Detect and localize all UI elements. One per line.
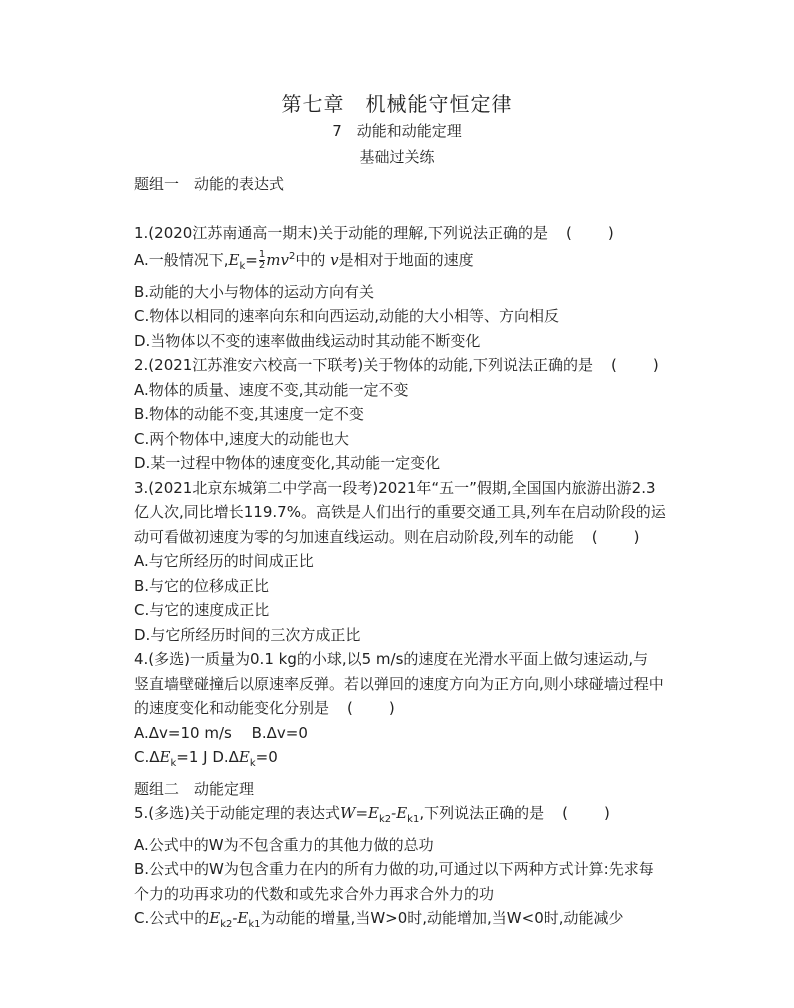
question-3-option-d: D.与它所经历时间的三次方成正比 — [134, 625, 361, 644]
subsection-title: 基础过关练 — [359, 148, 435, 166]
question-1-option-c: C.物体以相同的速率向东和向西运动,动能的大小相等、方向相反 — [134, 307, 560, 325]
question-1-option-a — [134, 245, 694, 280]
formula-w: W=E — [340, 804, 379, 822]
formula-e: E — [159, 748, 171, 766]
question-3-option-a: A.与它所经历的时间成正比 — [134, 552, 314, 570]
question-5-option-b-2: 个力的功再求功的代数和或先求合外力再求合外力的功 — [134, 884, 495, 903]
answer-paren: ( ) — [562, 804, 612, 822]
formula-sub: k1 — [248, 919, 261, 930]
formula-sup: 2 — [288, 251, 296, 262]
question-3-line-1: 3.(2021北京东城第二中学高一段考)2021年“五一”假期,全国国内旅游出游2.3 — [134, 478, 656, 497]
question-5-text: 5.(多选)关于动能定理的表达式 — [134, 804, 341, 822]
question-4-options-cd — [134, 745, 694, 777]
answer-paren: ( ) — [565, 223, 616, 242]
formula-v: v — [330, 251, 339, 269]
question-1-text: 1.(2020江苏南通高一期末)关于动能的理解,下列说法正确的是 — [134, 223, 548, 242]
question-2-option-c: C.两个物体中,速度大的动能也大 — [134, 429, 350, 448]
question-1-stem — [134, 221, 694, 246]
formula-sub: k — [239, 261, 246, 272]
option-text: 是相对于地面的速度 — [338, 251, 474, 269]
answer-paren: ( ) — [591, 527, 642, 546]
question-5-text: ,下列说法正确的是 — [419, 804, 545, 822]
question-3-option-c: C.与它的速度成正比 — [134, 601, 270, 619]
formula-sub: k2 — [220, 919, 233, 930]
question-1-option-d: D.当物体以不变的速率做曲线运动时其动能不断变化 — [134, 331, 481, 350]
question-5-option-c — [134, 906, 694, 938]
question-1-option-b: B.动能的大小与物体的运动方向有关 — [134, 282, 375, 301]
question-3-line-2: 亿人次,同比增长119.7%。高铁是人们出行的重要交通工具,列车在启动阶段的运 — [134, 503, 666, 521]
question-2-option-d: D.某一过程中物体的速度变化,其动能一定变化 — [134, 454, 441, 472]
option-text: A.一般情况下, — [134, 251, 229, 269]
option-text: 为动能的增量,当W>0时,动能增加,当W<0时,动能减少 — [260, 909, 624, 927]
answer-paren: ( ) — [347, 699, 397, 717]
fraction-denominator: 2 — [258, 260, 266, 271]
question-2-text: 2.(2021江苏淮安六校高一下联考)关于物体的动能,下列说法正确的是 — [134, 356, 593, 374]
question-3-option-b: B.与它的位移成正比 — [134, 576, 270, 595]
formula-minus: -E — [391, 804, 408, 822]
chapter-title: 第七章 机械能守恒定律 — [281, 92, 513, 116]
formula-minus: -E — [232, 909, 249, 927]
fraction — [259, 250, 265, 271]
question-2-option-a: A.物体的质量、速度不变,其动能一定不变 — [134, 380, 409, 399]
option-text: =0 — [255, 748, 278, 766]
formula-sub: k — [249, 758, 256, 769]
formula-e: E — [228, 251, 240, 269]
question-content — [134, 172, 694, 938]
formula-sub: k — [170, 758, 177, 769]
question-2-option-b: B.物体的动能不变,其速度一定不变 — [134, 405, 364, 423]
option-text: C.Δ — [134, 748, 160, 766]
formula-mv: mv — [266, 251, 289, 269]
formula-eq: = — [245, 251, 258, 269]
section-title: 7 动能和动能定理 — [332, 122, 462, 140]
formula-sub: k2 — [378, 814, 392, 825]
formula-e: E — [209, 909, 221, 927]
question-4-options-ab: A.Δv=10 m/s B.Δv=0 — [134, 723, 308, 742]
question-2-stem — [134, 353, 694, 378]
question-5-option-a: A.公式中的W为不包含重力的其他力做的总功 — [134, 835, 434, 854]
option-text: =1 J D.Δ — [176, 748, 239, 766]
question-5-stem — [134, 801, 694, 833]
question-3-text: 动可看做初速度为零的匀加速直线运动。则在启动阶段,列车的动能 — [134, 527, 574, 546]
question-4-line-3 — [134, 696, 694, 721]
formula-sub: k1 — [407, 814, 420, 825]
option-text: 中的 — [295, 251, 326, 269]
answer-paren: ( ) — [610, 356, 661, 374]
question-4-line-2: 竖直墙壁碰撞后以原速率反弹。若以弹回的速度方向为正方向,则小球碰墙过程中 — [134, 674, 664, 693]
fraction-numerator: 1 — [258, 249, 266, 260]
option-text: C.公式中的 — [134, 909, 210, 927]
group-title-2: 题组二 动能定理 — [134, 779, 255, 798]
question-4-line-1: 4.(多选)一质量为0.1 kg的小球,以5 m/s的速度在光滑水平面上做匀速运动,与 — [134, 650, 649, 668]
group-title-1: 题组一 动能的表达式 — [134, 175, 285, 193]
question-3-line-3 — [134, 525, 694, 550]
question-4-text: 的速度变化和动能变化分别是 — [134, 699, 330, 717]
question-5-option-b-1: B.公式中的W为包含重力在内的所有力做的功,可通过以下两种方式计算:先求每 — [134, 860, 654, 878]
formula-e: E — [238, 748, 250, 766]
spacer — [134, 197, 694, 221]
